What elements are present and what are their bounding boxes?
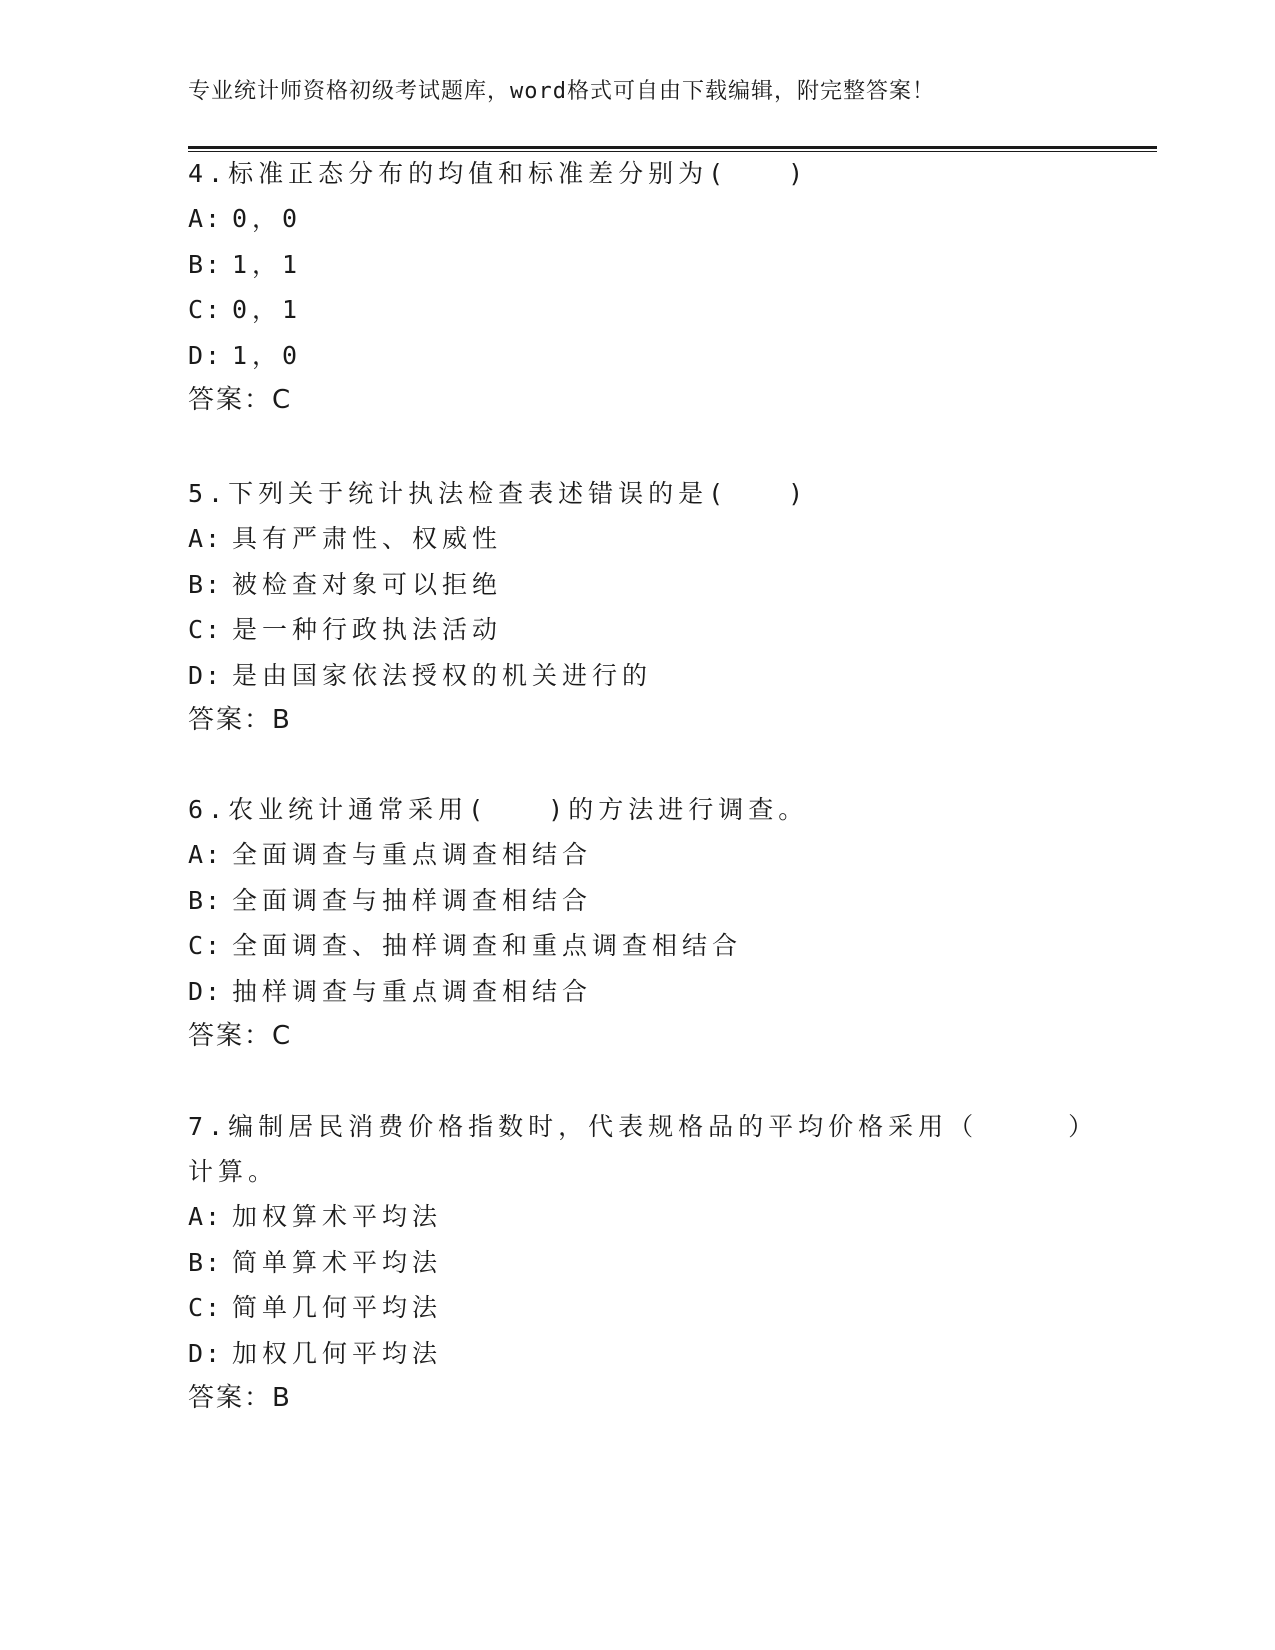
option-letter: C: (188, 1293, 223, 1322)
option-d (188, 653, 1088, 699)
option-c (188, 607, 1088, 653)
option-letter: C: (188, 615, 223, 644)
option-b (188, 1240, 1088, 1286)
option-b (188, 242, 1088, 288)
option-text: 全面调查、抽样调查和重点调查相结合 (232, 931, 743, 960)
option-letter: D: (188, 976, 223, 1006)
option-letter: D: (188, 340, 223, 370)
question-stem: 5.下列关于统计执法检查表述错误的是( ) (188, 479, 809, 508)
option-letter: A: (188, 204, 223, 233)
option-a (188, 196, 1088, 242)
option-a (188, 1194, 1088, 1240)
question-4 (188, 151, 1088, 423)
answer-line: 答案：C (188, 1021, 293, 1051)
option-c (188, 1285, 1088, 1331)
option-text: 具有严肃性、权威性 (232, 524, 503, 553)
option-text: 简单算术平均法 (232, 1247, 443, 1277)
option-text: 全面调查与重点调查相结合 (232, 840, 593, 869)
answer-line: 答案：B (188, 705, 292, 735)
option-text: 0，0 (232, 204, 303, 233)
option-letter: D: (188, 660, 223, 690)
option-letter: C: (188, 931, 223, 960)
option-letter: A: (188, 524, 223, 553)
question-stem-continuation: 计算。 (188, 1157, 279, 1186)
option-letter: C: (188, 295, 223, 324)
option-letter: A: (188, 1202, 223, 1231)
option-letter: B: (188, 885, 223, 915)
option-text: 加权几何平均法 (232, 1338, 443, 1368)
option-text: 1，1 (232, 249, 303, 279)
question-stem: 6.农业统计通常采用( )的方法进行调查。 (188, 795, 809, 824)
question-stem: 4.标准正态分布的均值和标准差分别为( ) (188, 159, 809, 188)
option-d (188, 1331, 1088, 1377)
option-text: 是一种行政执法活动 (232, 615, 503, 644)
option-c (188, 287, 1088, 333)
question-6 (188, 787, 1088, 1059)
option-text: 简单几何平均法 (232, 1293, 443, 1322)
option-c (188, 923, 1088, 969)
answer-line: 答案：C (188, 385, 293, 415)
option-a (188, 516, 1088, 562)
option-letter: D: (188, 1338, 223, 1368)
answer-line: 答案：B (188, 1383, 292, 1413)
option-text: 抽样调查与重点调查相结合 (232, 976, 593, 1006)
option-text: 全面调查与抽样调查相结合 (232, 885, 593, 915)
option-d (188, 333, 1088, 379)
option-d (188, 969, 1088, 1015)
option-letter: A: (188, 840, 223, 869)
option-text: 1，0 (232, 340, 303, 370)
header-rule-thick (188, 146, 1157, 149)
option-text: 加权算术平均法 (232, 1202, 443, 1231)
option-a (188, 832, 1088, 878)
question-5 (188, 471, 1088, 743)
option-letter: B: (188, 249, 223, 279)
option-letter: B: (188, 1247, 223, 1277)
option-b (188, 562, 1088, 608)
option-letter: B: (188, 569, 223, 599)
option-text: 0，1 (232, 295, 303, 324)
question-7 (188, 1104, 1099, 1421)
option-text: 是由国家依法授权的机关进行的 (232, 660, 653, 690)
question-stem: 7.编制居民消费价格指数时，代表规格品的平均价格采用（ ） (188, 1112, 1099, 1141)
page-header: 专业统计师资格初级考试题库，word格式可自由下载编辑，附完整答案！ (188, 79, 935, 104)
option-text: 被检查对象可以拒绝 (232, 569, 503, 599)
option-b (188, 878, 1088, 924)
